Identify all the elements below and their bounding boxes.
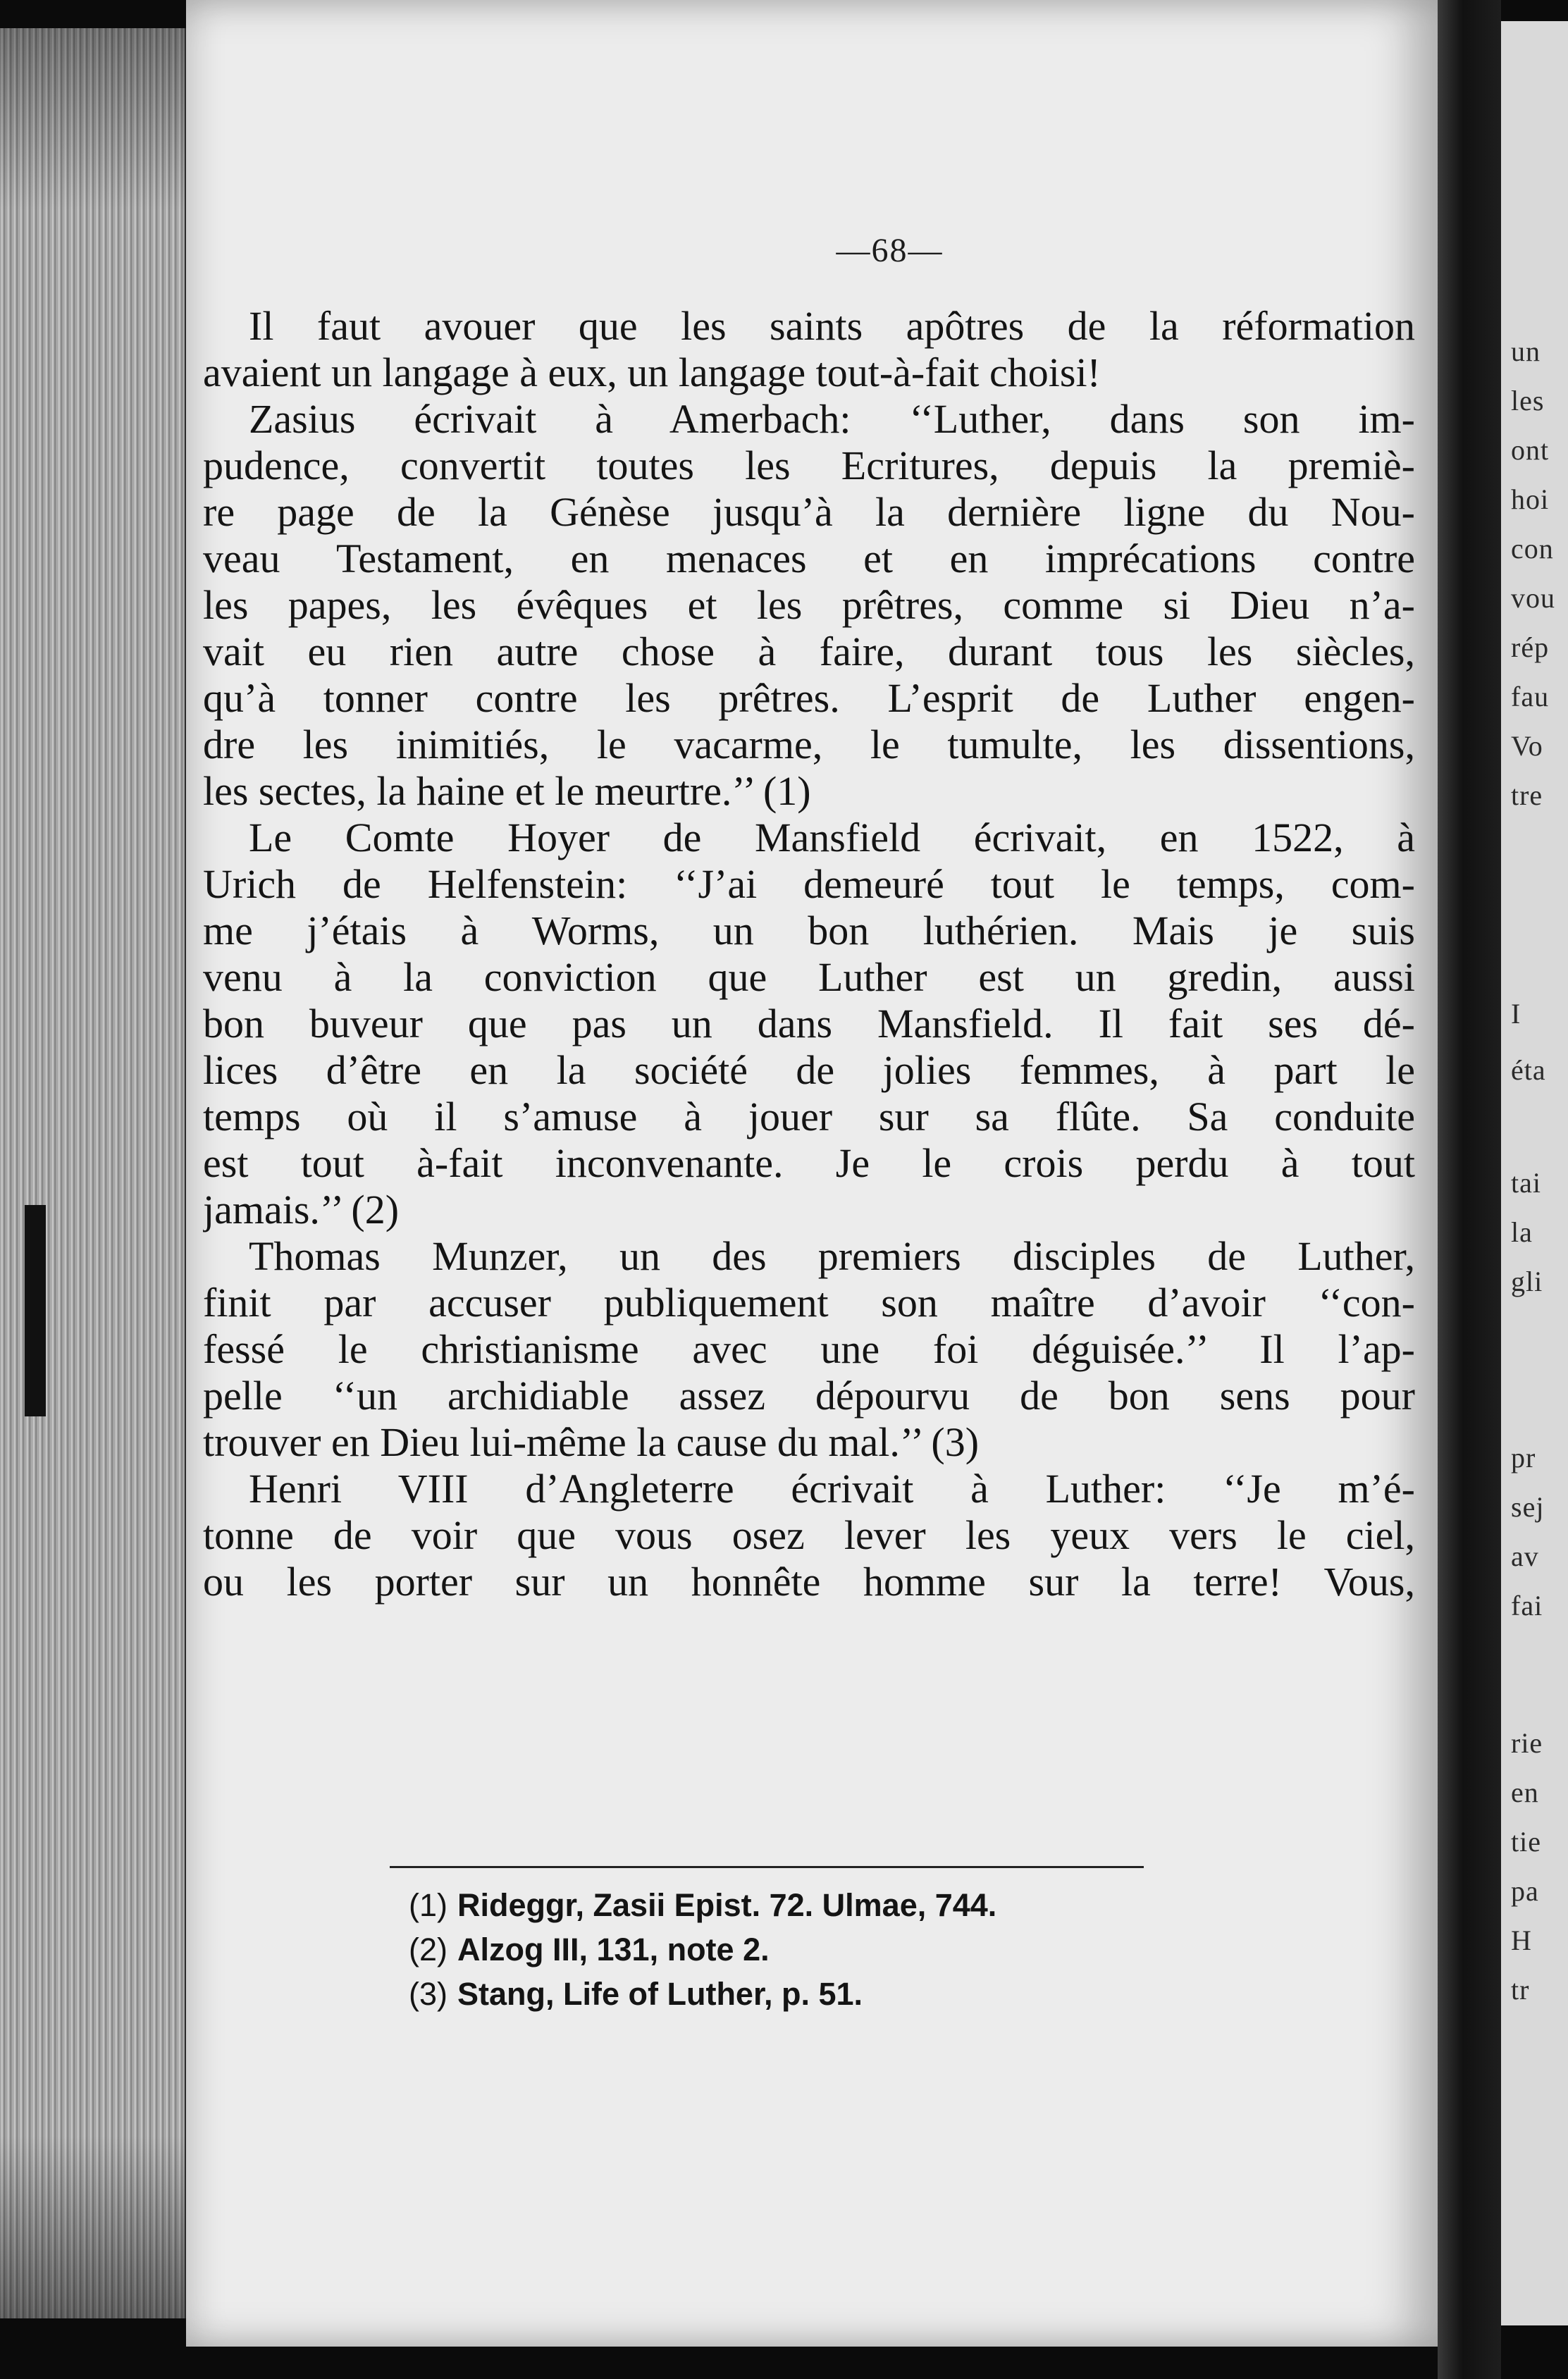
footnote-number: (1) [409,1887,447,1923]
text-line: Thomas Munzer, un des premiers disciples de Luther, [249,1233,1415,1279]
text-line: temps où il s’amuse à jouer sur sa flûte. Sa conduite [203,1094,1415,1139]
text-line: trouver en Dieu lui-même la cause du mal.’’ (3) [203,1419,980,1465]
text-line: jamais.’’ (2) [203,1187,400,1232]
facing-text-fragment: fau [1511,681,1550,712]
text-line: veau Testament, en menaces et en imprécations contre [203,536,1415,581]
text-line: Le Comte Hoyer de Mansfield écrivait, en 1522, à [249,815,1415,860]
facing-text-fragment: I [1511,998,1521,1030]
text-line: fessé le christianisme avec une foi déguisée.’’ Il l’ap- [203,1326,1415,1372]
book-page-edges [0,28,189,2318]
facing-text-fragment: gli [1511,1266,1543,1297]
footnote-text: Rideggr, Zasii Epist. 72. Ulmae, 744. [457,1887,997,1923]
page-number: —68— [836,232,944,269]
text-line: Zasius écrivait à Amerbach: ‘‘Luther, dans son im- [249,396,1415,442]
text-line: avaient un langage à eux, un langage tout-à-fait choisi! [203,350,1101,395]
footnote-text: Alzog III, 131, note 2. [457,1932,770,1967]
text-line: dre les inimitiés, le vacarme, le tumulte, les dissentions, [203,722,1415,767]
facing-text-fragment: en [1511,1776,1539,1808]
text-line: les sectes, la haine et le meurtre.’’ (1) [203,768,811,814]
text-line: venu à la conviction que Luther est un gredin, aussi [203,954,1415,1000]
facing-text-fragment: pa [1511,1875,1539,1907]
footnote-text: Stang, Life of Luther, p. 51. [457,1976,863,2012]
paragraph [203,303,1415,396]
facing-text-fragment: con [1511,533,1554,564]
text-line: les papes, les évêques et les prêtres, comme si Dieu n’a- [203,582,1415,628]
scan-artifact [25,1205,46,1416]
book-gutter [1438,0,1501,2379]
footnote [409,1883,996,1927]
facing-text-fragment: H [1511,1924,1532,1956]
facing-text-fragment: éta [1511,1054,1546,1086]
facing-text-fragment: tr [1511,1974,1530,2006]
facing-text-fragment: sej [1511,1491,1545,1523]
text-line: pelle ‘‘un archidiable assez dépourvu de bon sens pour [203,1373,1415,1419]
text-line: pudence, convertit toutes les Ecritures, depuis la premiè- [203,443,1415,488]
paragraph [203,396,1415,815]
footnote-number: (2) [409,1932,447,1967]
facing-text-fragment: un [1511,335,1541,367]
text-line: bon buveur que pas un dans Mansfield. Il fait ses dé- [203,1001,1415,1046]
facing-text-fragment: pr [1511,1442,1536,1473]
facing-text-fragment: ont [1511,434,1550,466]
footnotes [409,1883,996,2016]
text-line: re page de la Génèse jusqu’à la dernière ligne du Nou- [203,489,1415,535]
text-line: est tout à-fait inconvenante. Je le crois perdu à tout [203,1140,1415,1186]
footnote-number: (3) [409,1976,447,2012]
paragraph [203,815,1415,1233]
text-line: finit par accuser publiquement son maître d’avoir ‘‘con- [203,1280,1415,1326]
facing-text-fragment: vou [1511,582,1555,614]
facing-text-fragment: rép [1511,631,1550,663]
text-line: Henri VIII d’Angleterre écrivait à Luther: ‘‘Je m’é- [249,1466,1415,1512]
text-line: Urich de Helfenstein: ‘‘J’ai demeuré tout le temps, com- [203,861,1415,907]
text-line: Il faut avouer que les saints apôtres de la réformation [249,303,1415,349]
text-line: me j’étais à Worms, un bon luthérien. Mais je suis [203,908,1415,953]
facing-text-fragment: rie [1511,1727,1543,1759]
text-line: vait eu rien autre chose à faire, durant tous les siècles, [203,629,1415,674]
footnote-rule [390,1866,1144,1868]
facing-text-fragment: av [1511,1540,1539,1572]
footnote [409,1972,996,2016]
text-line: ou les porter sur un honnête homme sur la terre! Vous, [203,1559,1415,1605]
facing-text-fragment: fai [1511,1590,1543,1621]
text-line: tonne de voir que vous osez lever les yeux vers le ciel, [203,1512,1415,1558]
page-body [203,303,1415,1605]
facing-text-fragment: Vo [1511,730,1543,762]
facing-text-fragment: tie [1511,1826,1541,1858]
facing-text-fragment: la [1511,1216,1533,1248]
facing-page [1501,21,1568,2325]
paragraph [203,1233,1415,1466]
footnote [409,1927,996,1972]
facing-text-fragment: hoi [1511,483,1550,515]
paragraph [203,1466,1415,1605]
facing-text-fragment: tre [1511,779,1543,811]
facing-text-fragment: les [1511,385,1545,416]
text-line: lices d’être en la société de jolies femmes, à part le [203,1047,1415,1093]
facing-text-fragment: tai [1511,1167,1541,1199]
text-line: qu’à tonner contre les prêtres. L’esprit de Luther engen- [203,675,1415,721]
